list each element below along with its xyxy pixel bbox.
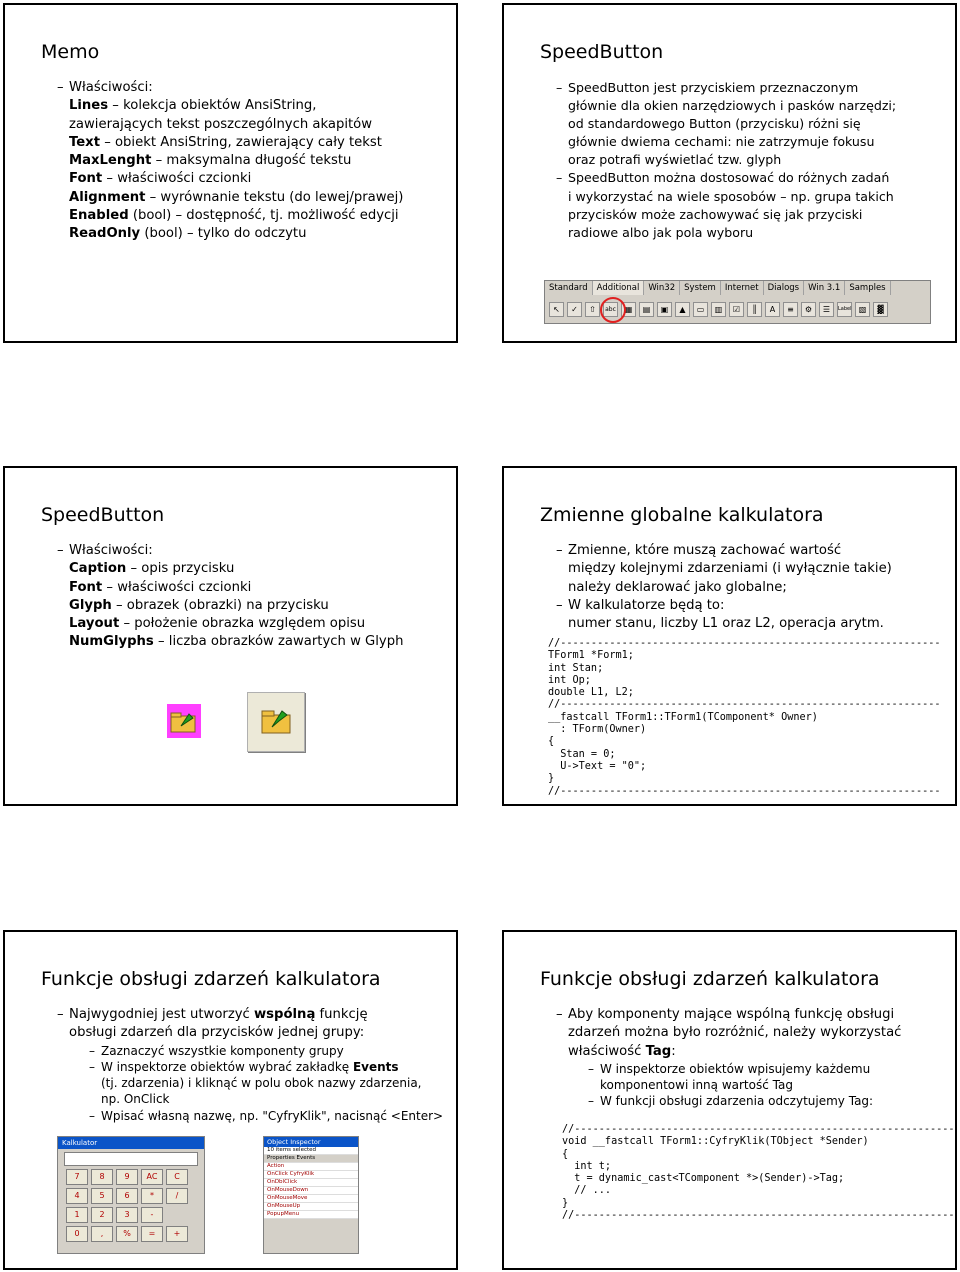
- calc-key[interactable]: +: [166, 1226, 188, 1242]
- scrollbox-icon[interactable]: ▥: [711, 302, 726, 317]
- prop-desc: (bool) – dostępność, tj. możliwość edycji: [128, 208, 399, 224]
- palette-tab[interactable]: System: [680, 281, 721, 295]
- calc-key[interactable]: 2: [91, 1207, 113, 1223]
- prop-line: [41, 189, 444, 207]
- text-line: obsługi zdarzeń dla przycisków jednej grupy:: [69, 1025, 365, 1041]
- text-line: SpeedButton można dostosować do różnych zadań: [568, 170, 890, 186]
- prop-line: [41, 560, 444, 578]
- prop-name: Layout: [69, 616, 120, 632]
- sub-bullet: – Zaznaczyć wszystkie komponenty grupy: [41, 1043, 444, 1059]
- valuelisteditor-icon[interactable]: ☰: [819, 302, 834, 317]
- bullet-lead: – Właściwości:: [41, 542, 444, 560]
- slide-speedbutton-props: [3, 466, 458, 806]
- prop-desc: – wyrównanie tekstu (do lewej/prawej): [145, 189, 404, 205]
- prop-desc: – obrazek (obrazki) na przycisku: [111, 597, 329, 613]
- prop-desc: – obiekt AnsiString, zawierający cały tekst: [100, 134, 382, 150]
- sub-bullet: [41, 1059, 444, 1075]
- prop-line: [41, 579, 444, 597]
- palette-tab[interactable]: Dialogs: [764, 281, 805, 295]
- bullet: [41, 1006, 444, 1024]
- text-emphasis: wspólną: [254, 1007, 316, 1022]
- text-line: głównie dwiema cechami: nie zatrzymuje fokusu: [568, 134, 875, 150]
- text-line: przycisków może zachowywać się jak przyciski: [568, 206, 863, 222]
- prop-line: [41, 134, 444, 152]
- prop-desc: – liczba obrazków zawartych w Glyph: [153, 634, 404, 650]
- calc-key[interactable]: C: [166, 1169, 188, 1185]
- prop-line: [41, 633, 444, 651]
- slide-body: [41, 79, 444, 244]
- slide-body: [41, 542, 444, 652]
- slide-memo: [3, 3, 458, 343]
- prop-name: Alignment: [69, 189, 146, 205]
- bullet: [540, 1006, 943, 1024]
- calc-key[interactable]: 7: [66, 1169, 88, 1185]
- glyph-folder-icon: [167, 704, 201, 738]
- prop-name: Enabled: [69, 208, 129, 224]
- bitbtn-icon[interactable]: ✓: [567, 302, 582, 317]
- text-line: (tj. zdarzenia) i kliknąć w polu obok nazwy zdarzenia,: [101, 1076, 422, 1091]
- inspector-row[interactable]: OnMouseUp: [264, 1203, 358, 1211]
- calc-key[interactable]: 9: [116, 1169, 138, 1185]
- prop-name: Lines: [69, 98, 109, 114]
- prop-desc: – kolekcja obiektów AnsiString,: [108, 98, 317, 114]
- speedbutton-folder-icon[interactable]: [247, 692, 305, 752]
- calc-key[interactable]: ,: [91, 1226, 113, 1242]
- prop-name: Text: [69, 134, 100, 150]
- slide-title: SpeedButton: [41, 504, 165, 526]
- component-palette: [544, 280, 931, 324]
- slide-globals: [502, 466, 957, 806]
- pointer-icon[interactable]: ↖: [549, 302, 564, 317]
- slide-body: [540, 79, 943, 242]
- text-line: zdarzeń można było rozróżnić, należy wykorzystać: [568, 1025, 902, 1041]
- calc-key[interactable]: /: [166, 1188, 188, 1204]
- prop-desc: – opis przycisku: [126, 561, 235, 577]
- prop-line: [41, 116, 444, 134]
- calc-key[interactable]: 0: [66, 1226, 88, 1242]
- palette-tab-active[interactable]: Additional: [593, 281, 645, 295]
- prop-name: ReadOnly: [69, 226, 141, 242]
- text-line: głównie dla okien narzędziowych i pasków narzędzi;: [568, 98, 897, 114]
- controlbar-icon[interactable]: ≡: [783, 302, 798, 317]
- calculator-title: Kalkulator: [58, 1137, 204, 1149]
- palette-tab[interactable]: Win 3.1: [804, 281, 845, 295]
- checklistbox-icon[interactable]: ☑: [729, 302, 744, 317]
- slide-title: Funkcje obsługi zdarzeń kalkulatora: [540, 968, 880, 990]
- prop-line: [41, 97, 444, 115]
- code-snippet: //-------------------------------------------------------------- TForm1 *Form1; int Stan; int Op; double L1, L2; //-------------------------------------------------------------- __fastcall TForm1::TForm1(TComponent* Owner) : TForm(Owner) { Stan = 0; U->Text = "0"; } //--------------------------------------------------------------: [548, 638, 948, 793]
- inspector-row[interactable]: OnClick CyfryKlik: [264, 1171, 358, 1179]
- shape-icon[interactable]: ▲: [675, 302, 690, 317]
- calc-key[interactable]: 6: [116, 1188, 138, 1204]
- inspector-row[interactable]: OnMouseMove: [264, 1195, 358, 1203]
- maskedit-icon[interactable]: abc: [603, 302, 618, 317]
- text-line: oraz potrafi wyświetlać tzw. glyph: [568, 152, 782, 168]
- slide-speedbutton-intro: [502, 3, 957, 343]
- stringgrid-icon[interactable]: ▦: [621, 302, 636, 317]
- statictext-icon[interactable]: A: [765, 302, 780, 317]
- prop-line: [41, 597, 444, 615]
- bullet-lead: – Właściwości:: [41, 79, 444, 97]
- sub-bullet: – W funkcji obsługi zdarzenia odczytujemy Tag:: [540, 1093, 943, 1109]
- palette-tab[interactable]: Standard: [545, 281, 593, 295]
- inspector-tabs[interactable]: Properties Events: [264, 1155, 358, 1163]
- bullet: [540, 597, 943, 615]
- slide-title: Memo: [41, 41, 100, 63]
- calc-key[interactable]: 3: [116, 1207, 138, 1223]
- inspector-row[interactable]: OnMouseDown: [264, 1187, 358, 1195]
- prop-name: Glyph: [69, 597, 112, 613]
- palette-tab[interactable]: Win32: [644, 281, 680, 295]
- highlight-ring: [600, 297, 626, 323]
- prop-desc: – właściwości czcionki: [102, 579, 252, 595]
- inspector-row[interactable]: 10 items selected: [264, 1147, 358, 1155]
- bevel-icon[interactable]: ▭: [693, 302, 708, 317]
- inspector-row[interactable]: OnDblClick: [264, 1179, 358, 1187]
- text-line: i wykorzystać na wiele sposobów – np. grupa takich: [568, 188, 894, 204]
- text-line: od standardowego Button (przycisku) różni się: [568, 116, 861, 132]
- chart-icon[interactable]: ▓: [873, 302, 888, 317]
- inspector-row[interactable]: PopupMenu: [264, 1211, 358, 1219]
- text-line: Aby komponenty mające wspólną funkcję obsługi: [568, 1007, 895, 1022]
- sub-bullet: – W inspektorze obiektów wpisujemy każdemu: [540, 1061, 943, 1077]
- calc-key[interactable]: 8: [91, 1169, 113, 1185]
- calc-key[interactable]: AC: [141, 1169, 163, 1185]
- prop-desc: zawierających tekst poszczególnych akapitów: [69, 116, 373, 132]
- prop-line: [41, 152, 444, 170]
- slide-title: Zmienne globalne kalkulatora: [540, 504, 824, 526]
- labelededit-icon[interactable]: Label: [837, 302, 852, 317]
- text-run: właściwość: [568, 1043, 646, 1059]
- slide-title: Funkcje obsługi zdarzeń kalkulatora: [41, 968, 381, 990]
- text-emphasis: Tag: [645, 1043, 672, 1059]
- code-snippet: //-------------------------------------------------------------- void __fastcall TForm1::CyfryKlik(TObject *Sender) { int t; t = dynamic_cast<TComponent *>(Sender)->Tag; // ... } //--------------------------------------------------------------: [562, 1124, 952, 1224]
- text-run: Najwygodniej jest utworzyć: [69, 1007, 254, 1022]
- bullet: [540, 542, 943, 560]
- calc-key[interactable]: 1: [66, 1207, 88, 1223]
- prop-line: [41, 225, 444, 243]
- splitter-icon[interactable]: ║: [747, 302, 762, 317]
- slide-body: [41, 1006, 444, 1124]
- text-line: komponentowi inną wartość Tag: [600, 1078, 793, 1093]
- calculator-keypad: [58, 1169, 204, 1242]
- sub-bullet: – Wpisać własną nazwę, np. "CyfryKlik", nacisnąć <Enter>: [41, 1108, 444, 1124]
- inspector-row[interactable]: Action: [264, 1163, 358, 1171]
- text-line: radiowe albo jak pola wyboru: [568, 224, 754, 240]
- slide-body: [540, 542, 943, 633]
- text-emphasis: Events: [352, 1059, 399, 1074]
- appevents-icon[interactable]: ⚙: [801, 302, 816, 317]
- calc-key[interactable]: =: [141, 1226, 163, 1242]
- slide-events-1: [3, 930, 458, 1270]
- slide-body: [540, 1006, 943, 1110]
- text-run: funkcję: [315, 1007, 368, 1022]
- colorbox-icon[interactable]: ▧: [855, 302, 870, 317]
- palette-tab[interactable]: Internet: [721, 281, 764, 295]
- slide-title: SpeedButton: [540, 41, 664, 63]
- calc-key[interactable]: 4: [66, 1188, 88, 1204]
- text-run: :: [671, 1043, 676, 1059]
- drawgrid-icon[interactable]: ▤: [639, 302, 654, 317]
- text-line: [540, 1043, 943, 1061]
- calc-key[interactable]: 5: [91, 1188, 113, 1204]
- prop-line: [41, 170, 444, 188]
- prop-name: Font: [69, 579, 103, 595]
- object-inspector-window: [263, 1136, 359, 1254]
- prop-line: [41, 207, 444, 225]
- palette-tab[interactable]: Samples: [845, 281, 890, 295]
- prop-desc: (bool) – tylko do odczytu: [140, 226, 307, 242]
- bullet: [540, 79, 943, 97]
- text-line: W kalkulatorze będą to:: [568, 597, 725, 613]
- calc-key[interactable]: *: [141, 1188, 163, 1204]
- text-line: Zmienne, które muszą zachować wartość: [568, 543, 842, 558]
- prop-name: NumGlyphs: [69, 634, 154, 650]
- prop-line: [41, 615, 444, 633]
- palette-tabs: [545, 281, 930, 295]
- prop-desc: – położenie obrazka względem opisu: [119, 616, 366, 632]
- calculator-display: [64, 1152, 198, 1166]
- text-run: W inspektorze obiektów wybrać zakładkę: [101, 1059, 353, 1074]
- calc-key[interactable]: -: [141, 1207, 163, 1223]
- inspector-title: Object Inspector: [264, 1137, 358, 1147]
- prop-desc: – maksymalna długość tekstu: [151, 153, 352, 169]
- text-line: SpeedButton jest przyciskiem przeznaczonym: [568, 80, 859, 95]
- text-line: między kolejnymi zdarzeniami (i wyłącznie takie): [568, 561, 892, 577]
- calculator-window: [57, 1136, 205, 1254]
- text-line: np. OnClick: [101, 1092, 170, 1107]
- prop-name: MaxLenght: [69, 153, 152, 169]
- slide-events-2: [502, 930, 957, 1270]
- text-line: numer stanu, liczby L1 oraz L2, operacja arytm.: [568, 616, 884, 632]
- speedbutton-icon[interactable]: ⇧: [585, 302, 600, 317]
- prop-name: Font: [69, 171, 103, 187]
- prop-name: Caption: [69, 561, 127, 577]
- prop-desc: – właściwości czcionki: [102, 171, 252, 187]
- calc-key[interactable]: %: [116, 1226, 138, 1242]
- text-line: należy deklarować jako globalne;: [568, 579, 787, 595]
- image-icon[interactable]: ▣: [657, 302, 672, 317]
- bullet: [540, 169, 943, 187]
